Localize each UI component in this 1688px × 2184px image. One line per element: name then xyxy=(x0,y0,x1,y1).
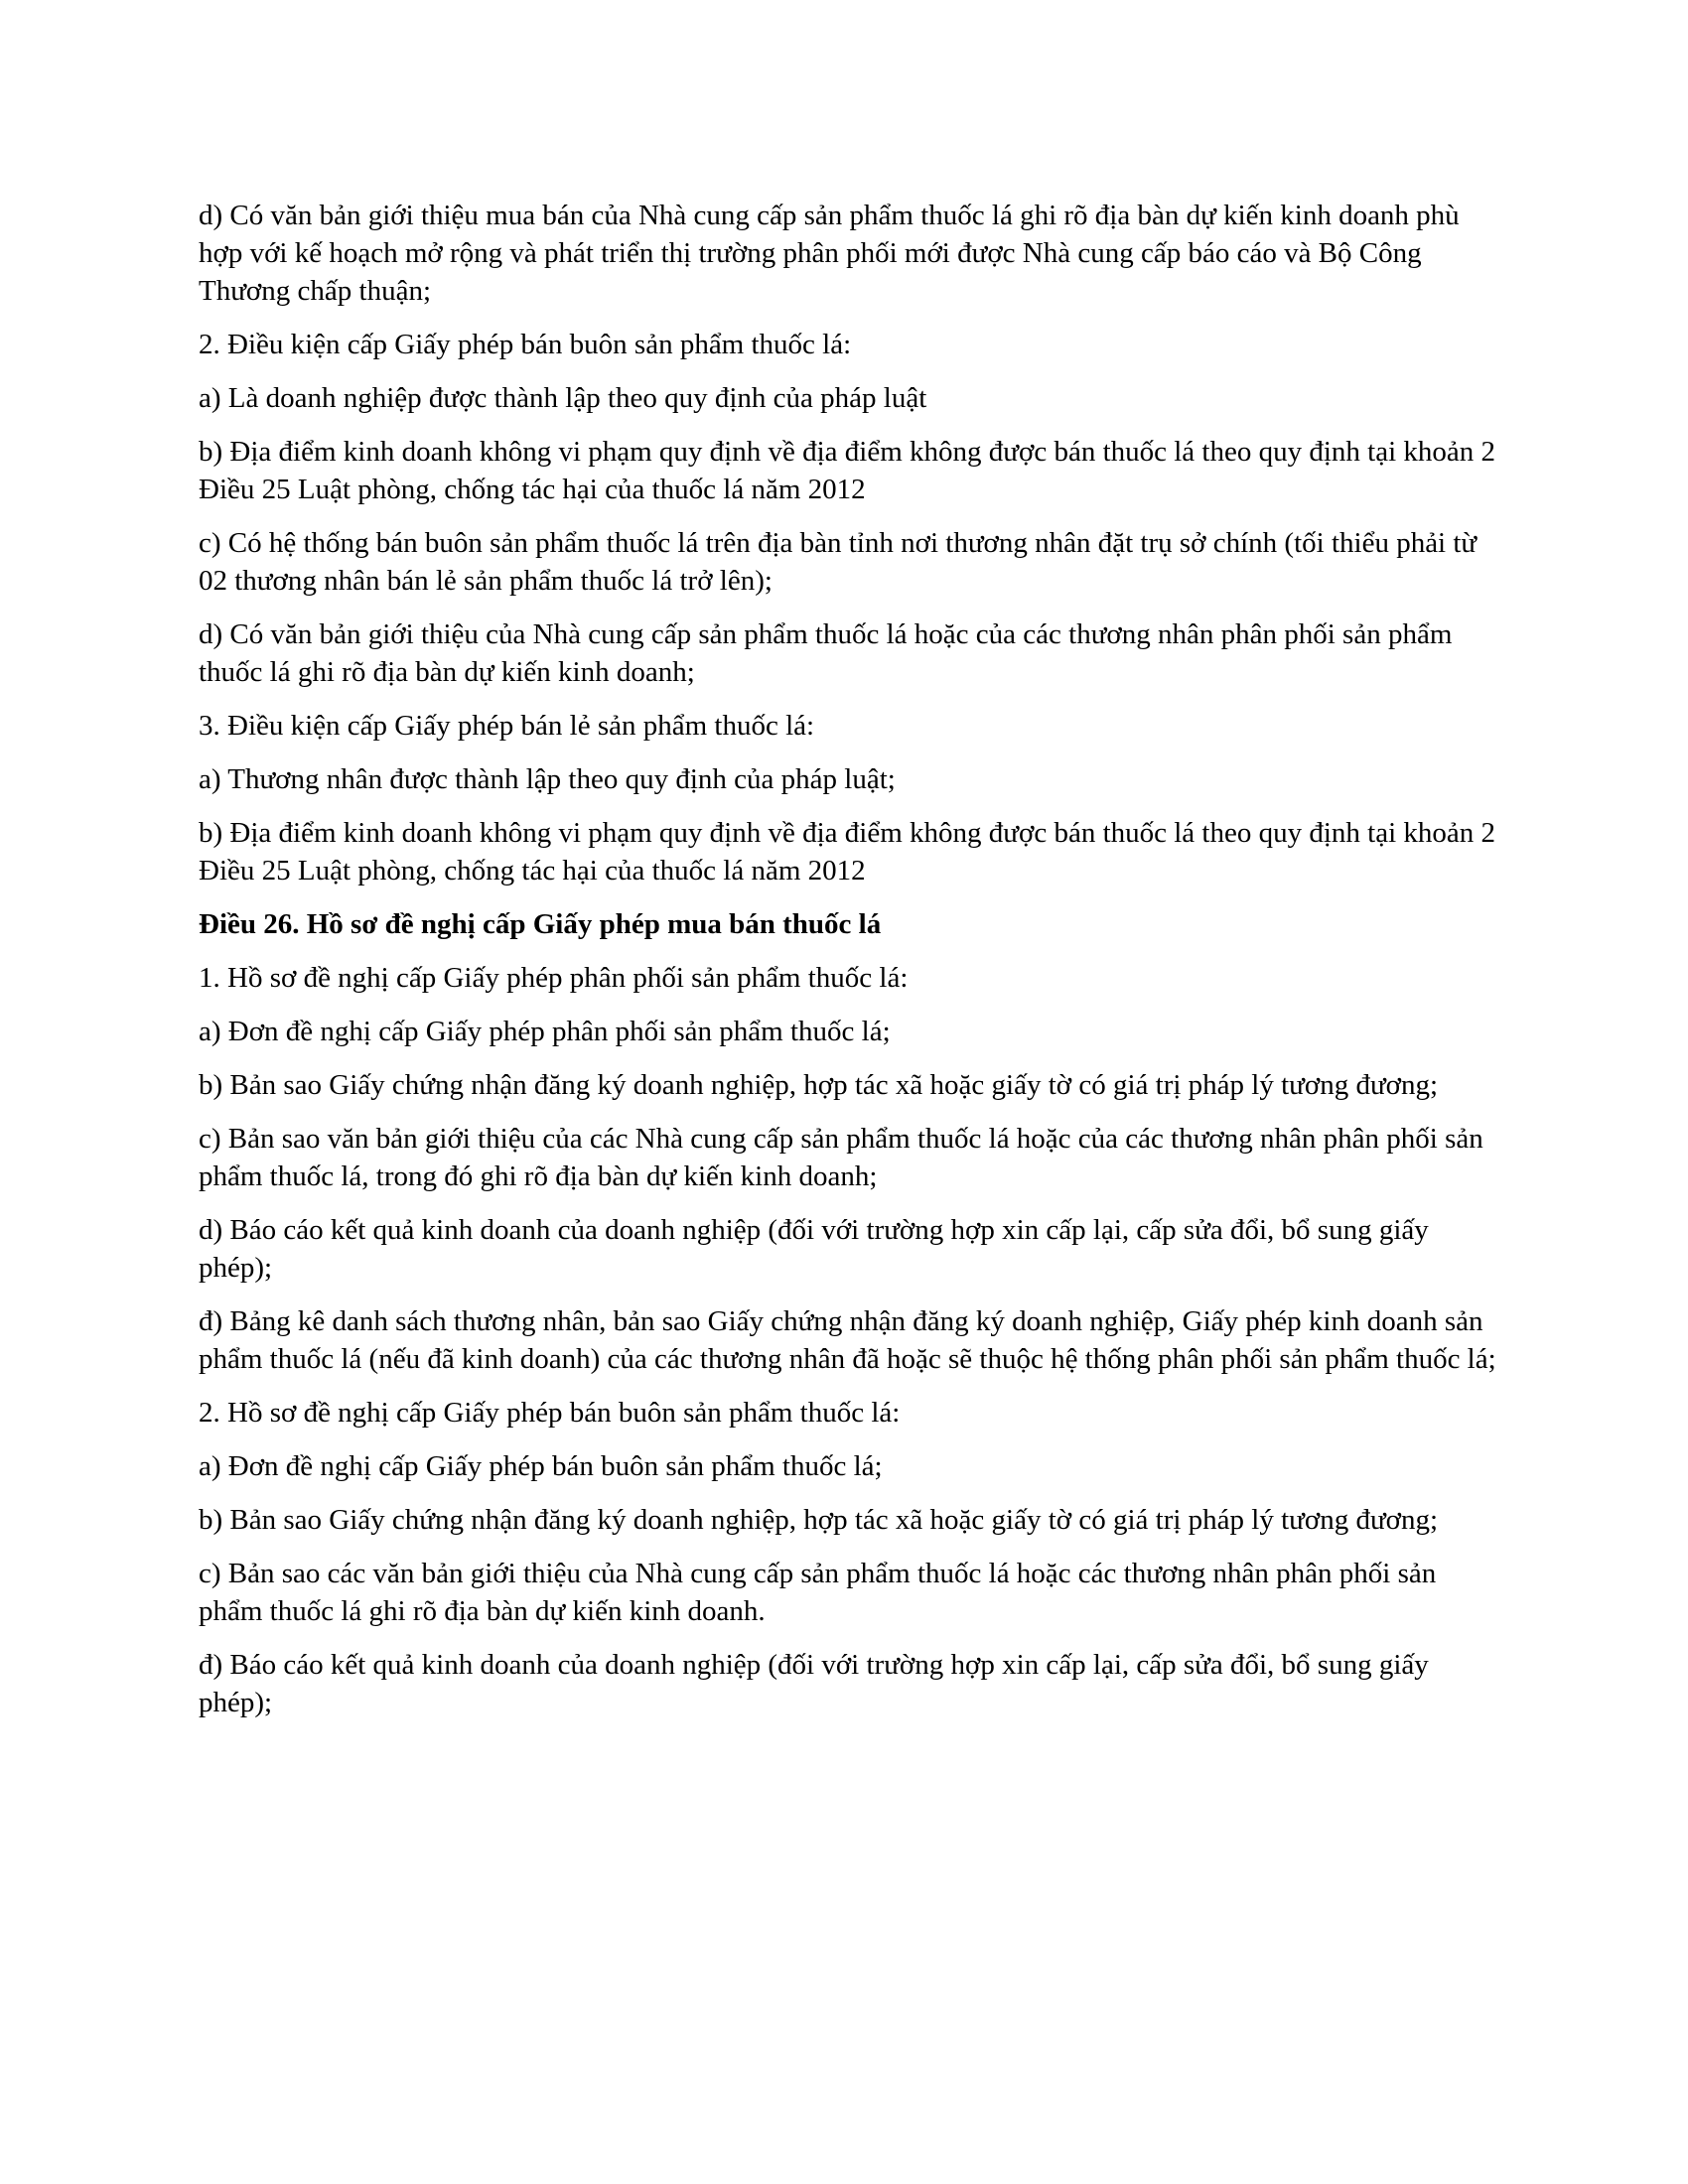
paragraph-26-1: 1. Hồ sơ đề nghị cấp Giấy phép phân phối sản phẩm thuốc lá: xyxy=(199,962,909,994)
paragraph-26-1d: d) Báo cáo kết quả kinh doanh của doanh nghiệp (đối với trường hợp xin cấp lại, cấp sửa đổi, bổ sung giấy phép); xyxy=(199,1214,1429,1284)
paragraph-26-1a: a) Đơn đề nghị cấp Giấy phép phân phối sản phẩm thuốc lá; xyxy=(199,1016,891,1047)
paragraph-26-2dd: đ) Báo cáo kết quả kinh doanh của doanh nghiệp (đối với trường hợp xin cấp lại, cấp sửa đổi, bổ sung giấy phép); xyxy=(199,1649,1429,1718)
paragraph-2a: a) Là doanh nghiệp được thành lập theo quy định của pháp luật xyxy=(199,382,927,414)
paragraph-26-2a: a) Đơn đề nghị cấp Giấy phép bán buôn sản phẩm thuốc lá; xyxy=(199,1450,883,1482)
paragraph-2b: b) Địa điểm kinh doanh không vi phạm quy định về địa điểm không được bán thuốc lá theo quy định tại khoản 2 Điều 25 Luật phòng, chống tác hại của thuốc lá năm 2012 xyxy=(199,436,1496,505)
paragraph-3b: b) Địa điểm kinh doanh không vi phạm quy định về địa điểm không được bán thuốc lá theo quy định tại khoản 2 Điều 25 Luật phòng, chống tác hại của thuốc lá năm 2012 xyxy=(199,817,1496,887)
paragraph-2d: d) Có văn bản giới thiệu của Nhà cung cấp sản phẩm thuốc lá hoặc của các thương nhân phân phối sản phẩm thuốc lá ghi rõ địa bàn dự kiến kinh doanh; xyxy=(199,618,1453,688)
article-26-heading: Điều 26. Hồ sơ đề nghị cấp Giấy phép mua bán thuốc lá xyxy=(199,908,882,940)
paragraph-3-retail-conditions: 3. Điều kiện cấp Giấy phép bán lẻ sản phẩm thuốc lá: xyxy=(199,710,815,742)
paragraph-26-2b: b) Bản sao Giấy chứng nhận đăng ký doanh nghiệp, hợp tác xã hoặc giấy tờ có giá trị pháp lý tương đương; xyxy=(199,1504,1439,1536)
paragraph-26-2c: c) Bản sao các văn bản giới thiệu của Nhà cung cấp sản phẩm thuốc lá hoặc các thương nhân phân phối sản phẩm thuốc lá ghi rõ địa bàn dự kiến kinh doanh. xyxy=(199,1558,1437,1627)
paragraph-26-2: 2. Hồ sơ đề nghị cấp Giấy phép bán buôn sản phẩm thuốc lá: xyxy=(199,1397,901,1429)
paragraph-26-1c: c) Bản sao văn bản giới thiệu của các Nhà cung cấp sản phẩm thuốc lá hoặc của các thương nhân phân phối sản phẩm thuốc lá, trong đó ghi rõ địa bàn dự kiến kinh doanh; xyxy=(199,1123,1483,1192)
paragraph-2c: c) Có hệ thống bán buôn sản phẩm thuốc lá trên địa bàn tỉnh nơi thương nhân đặt trụ sở chính (tối thiểu phải từ 02 thương nhân bán lẻ sản phẩm thuốc lá trở lên); xyxy=(199,527,1477,597)
paragraph-26-1b: b) Bản sao Giấy chứng nhận đăng ký doanh nghiệp, hợp tác xã hoặc giấy tờ có giá trị pháp lý tương đương; xyxy=(199,1069,1439,1101)
paragraph-2-wholesale-conditions: 2. Điều kiện cấp Giấy phép bán buôn sản phẩm thuốc lá: xyxy=(199,329,852,360)
paragraph-3a: a) Thương nhân được thành lập theo quy định của pháp luật; xyxy=(199,763,896,795)
document-page xyxy=(199,197,1499,1737)
paragraph-26-1dd: đ) Bảng kê danh sách thương nhân, bản sao Giấy chứng nhận đăng ký doanh nghiệp, Giấy phép kinh doanh sản phẩm thuốc lá (nếu đã kinh doanh) của các thương nhân đã hoặc sẽ thuộc hệ thống phân phối sản phẩm thuốc lá; xyxy=(199,1305,1496,1375)
paragraph-1d-supplier-letter: d) Có văn bản giới thiệu mua bán của Nhà cung cấp sản phẩm thuốc lá ghi rõ địa bàn dự kiến kinh doanh phù hợp với kế hoạch mở rộng và phát triển thị trường phân phối mới được Nhà cung cấp báo cáo và Bộ Công Thương chấp thuận; xyxy=(199,200,1460,307)
